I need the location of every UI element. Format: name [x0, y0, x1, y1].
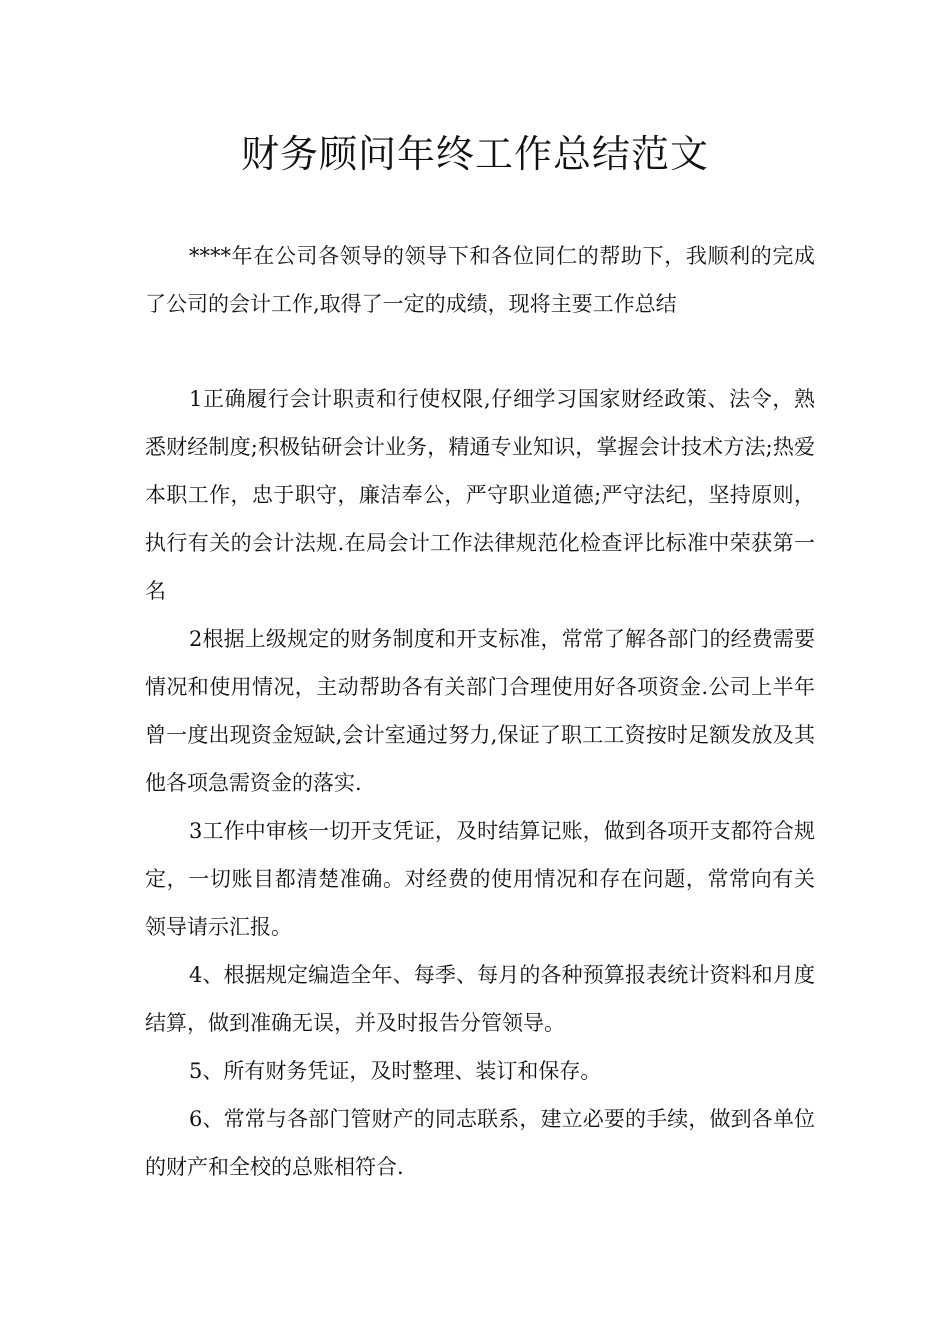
item-paragraph-5: 5、所有财务凭证，及时整理、装订和保存。 [189, 1059, 602, 1083]
item-paragraph-4: 4、根据规定编造全年、每季、每月的各种预算报表统计资料和月度结算，做到准确无误，并及时报告分管领导。 [145, 963, 815, 1035]
item-paragraph-2: 2根据上级规定的财务制度和开支标准，常常了解各部门的经费需要情况和使用情况，主动帮助各有关部门合理使用好各项资金.公司上半年曾一度出现资金短缺,会计室通过努力,保证了职工工资按时足额发放及其他各项急需资金的落实. [145, 627, 815, 795]
item-paragraph-3: 3工作中审核一切开支凭证，及时结算记账，做到各项开支都符合规定，一切账目都清楚准确。对经费的使用情况和存在问题，常常向有关领导请示汇报。 [145, 819, 815, 939]
item-paragraph-6: 6、常常与各部门管财产的同志联系，建立必要的手续，做到各单位的财产和全校的总账相符合. [145, 1107, 815, 1179]
item-paragraph-1: 1正确履行会计职责和行使权限,仔细学习国家财经政策、法令，熟悉财经制度;积极钻研会计业务，精通专业知识，掌握会计技术方法;热爱本职工作，忠于职守，廉洁奉公，严守职业道德;严守法纪，坚持原则，执行有关的会计法规.在局会计工作法律规范化检查评比标准中荣获第一名 [145, 387, 815, 603]
intro-paragraph: ****年在公司各领导的领导下和各位同仁的帮助下，我顺利的完成了公司的会计工作,取得了一定的成绩，现将主要工作总结 [145, 244, 815, 316]
document-body [145, 232, 815, 1191]
document-title: 财务顾问年终工作总结范文 [240, 132, 709, 176]
